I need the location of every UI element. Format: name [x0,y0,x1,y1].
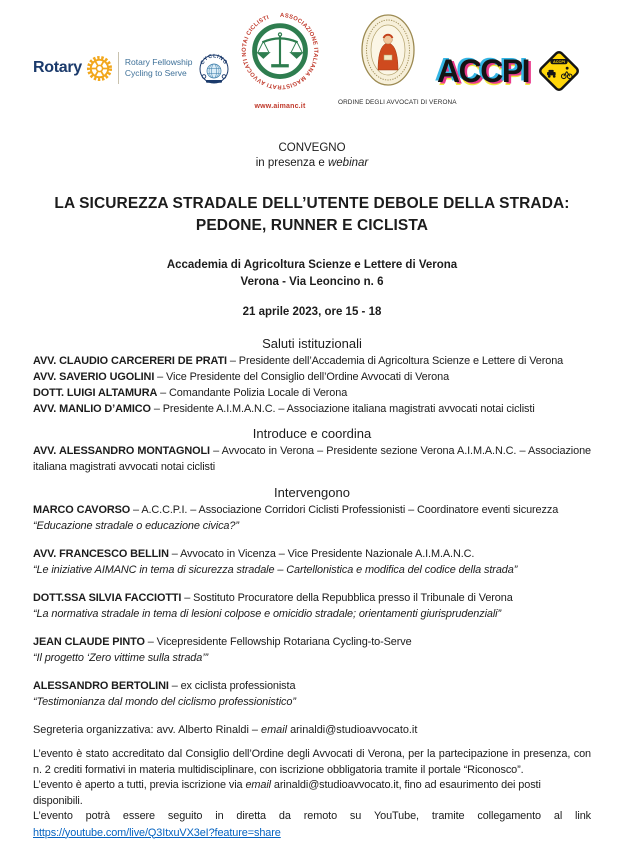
cycling-emblem-label: CYCLING [200,53,229,66]
event-title-line2: PEDONE, RUNNER E CICLISTA [195,217,429,234]
speaker-entry [33,590,591,622]
speaker-name: AVV. CLAUDIO CARCERERI DE PRATI [33,355,227,367]
speaker-role: – Sostituto Procuratore della Repubblica presso il Tribunale di Verona [181,592,513,604]
event-kind: CONVEGNO [278,142,346,154]
speaker-name: MARCO CAVORSO [33,504,131,516]
ordine-avvocati-logo [338,12,457,106]
accpi-logo [437,48,582,94]
speaker-topic: “La normativa stradale in tema di lesioni colpose e omicidio stradale; orientamenti giurisprudenziali” [33,608,502,620]
rotary-logo [33,50,232,86]
speaker-name: AVV. MANLIO D’AMICO [33,403,151,415]
fellowship-text [125,57,193,79]
logo-divider [118,52,119,84]
event-mode-webinar: webinar [327,157,369,169]
speaker-topic: “Il progetto ‘Zero vittime sulla strada’” [33,652,209,664]
event-title [33,193,591,237]
cycling-emblem-icon [196,50,232,86]
segreteria-email-address: arinaldi@studioavvocato.it [287,724,418,736]
segreteria-line [33,722,591,738]
segreteria-prefix: Segreteria organizzativa: avv. Alberto Rinaldi – [33,724,262,736]
speaker-entry [33,546,591,578]
section-heading-intervengono: Intervengono [274,485,350,500]
footer-notes [33,747,591,841]
aimanc-logo [239,10,321,110]
accpi-sign-label: ACCPI [553,60,566,65]
registration-suffix: arinaldi@studioavvocato.it, fino ad esaurimento dei posti disponibili. [33,779,541,807]
section-heading-saluti: Saluti istituzionali [262,336,362,351]
aimanc-ring-text: ASSOCIAZIONE ITALIANA MAGISTRATI AVVOCATI NOTAI CICLISTI [241,12,319,90]
speaker-line [33,678,591,694]
speaker-entry [33,634,591,666]
speaker-line [33,634,591,650]
event-datetime: 21 aprile 2023, ore 15 - 18 [242,306,382,318]
speaker-name: AVV. ALESSANDRO MONTAGNOLI [33,445,210,457]
speaker-role: – ex ciclista professionista [168,680,296,692]
speaker-topic: “Testimonianza dal mondo del ciclismo professionistico” [33,696,296,708]
speaker-role: – Presidente A.I.M.A.N.C. – Associazione italiana magistrati avvocati notai ciclisti [150,403,535,415]
intervengono-speaker-list [33,502,591,710]
moderator-line [33,443,591,475]
speaker-line [33,502,591,518]
accreditation-note: L’evento è stato accreditato dal Consiglio dell’Ordine degli Avvocati di Verona, per la partecipazione in presenza, con n. 2 crediti formativi in materia multidisciplinare, con iscrizione obbligatoria tramite il portale “Riconosco”. [33,748,591,776]
segreteria-email-word: email [261,724,288,736]
registration-email-word: email [245,779,271,791]
speaker-role: – Presidente dell’Accademia di Agricoltura Scienze e Lettere di Verona [226,355,564,367]
event-venue-name: Accademia di Agricoltura Scienze e Lettere di Verona [166,259,458,271]
speaker-line [33,546,591,562]
aimanc-url: www.aimanc.it [254,103,306,110]
fellowship-line2: Cycling to Serve [124,68,187,78]
speaker-name: ALESSANDRO BERTOLINI [33,680,169,692]
accpi-wordmark: ACCPI [437,52,530,89]
speaker-name: AVV. FRANCESCO BELLIN [33,548,169,560]
speaker-role: – Vicepresidente Fellowship Rotariana Cycling-to-Serve [144,636,412,648]
saluti-speaker-list [33,353,591,417]
accpi-diamond-sign-icon [536,48,582,94]
speaker-line [33,369,591,385]
speaker-role: – Comandante Polizia Locale di Verona [157,387,348,399]
speaker-name: JEAN CLAUDE PINTO [33,636,145,648]
speaker-entry [33,678,591,710]
speaker-name: DOTT. LUIGI ALTAMURA [33,387,158,399]
speaker-line [33,385,591,401]
event-venue [33,257,591,291]
aimanc-scales-icon [239,10,321,100]
speaker-topic: “Le iniziative AIMANC in tema di sicurezza stradale – Cartellonistica e modifica del codice della strada” [33,564,518,576]
event-venue-address: Verona - Via Leoncino n. 6 [240,276,384,288]
speaker-role: – Avvocato in Vicenza – Vice Presidente Nazionale A.I.M.A.N.C. [168,548,475,560]
speaker-role: – Avvocato in Verona – Presidente sezione Verona A.I.M.A.N.C. – Associazione italiana magistrati avvocati notai ciclisti [33,445,591,473]
registration-note [33,778,591,809]
registration-prefix: L’evento è aperto a tutti, previa iscrizione via [33,779,246,791]
speaker-line [33,353,591,369]
fellowship-line1: Rotary Fellowship [124,57,193,67]
youtube-live-link[interactable]: https://youtube.com/live/Q3ItxuVX3eI?feature=share [33,826,281,839]
event-mode [33,157,591,169]
section-heading-introduce: Introduce e coordina [252,426,372,441]
event-mode-prefix: in presenza e [255,157,328,169]
speaker-topic: “Educazione stradale o educazione civica?” [33,520,239,532]
speaker-line [33,401,591,417]
rotary-gear-icon [86,55,113,82]
speaker-role: – A.C.C.P.I. – Associazione Corridori Ciclisti Professionisti – Coordinatore eventi sicurezza [130,504,559,516]
ordine-caption: ORDINE DEGLI AVVOCATI DI VERONA [338,99,457,106]
document-body [0,142,621,841]
speaker-entry [33,502,591,534]
streaming-note: L’evento potrà essere seguito in diretta da remoto su YouTube, tramite collegamento al link [33,810,591,822]
speaker-name: DOTT.SSA SILVIA FACCIOTTI [33,592,182,604]
speaker-name: AVV. SAVERIO UGOLINI [33,371,155,383]
rotary-wordmark: Rotary [33,59,82,76]
speaker-role: – Vice Presidente del Consiglio dell’Ordine Avvocati di Verona [154,371,450,383]
ordine-seal-icon [356,12,420,92]
event-title-line1: LA SICUREZZA STRADALE DELL’UTENTE DEBOLE DELLA STRADA: [54,195,570,212]
logo-row [0,0,621,112]
speaker-line [33,590,591,606]
